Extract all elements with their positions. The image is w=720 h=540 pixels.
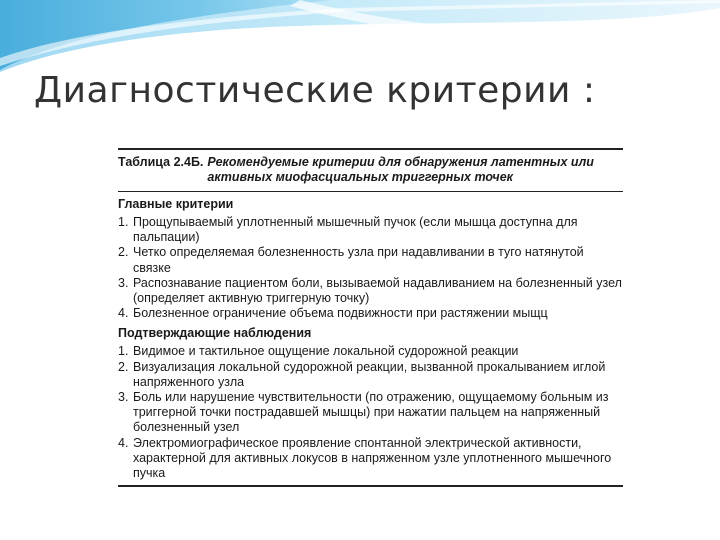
- list-item-number: 1.: [118, 215, 129, 229]
- list-item-number: 2.: [118, 359, 129, 374]
- list-item: [118, 215, 623, 245]
- list-item-number: 3.: [118, 275, 129, 290]
- list-item-number: 4.: [118, 435, 129, 450]
- section-heading-supporting: Подтверждающие наблюдения: [118, 326, 312, 341]
- list-item-text: Видимое и тактильное ощущение локальной судорожной реакции: [133, 344, 519, 359]
- section-heading-main: Главные критерии: [118, 197, 234, 211]
- list-item-text: Распознавание пациентом боли, вызываемой надавливанием на болезненный узел (определяет активную триггерную точку): [133, 275, 622, 306]
- list-item-text: Электромиографическое проявление спонтанной электрической активности, характерной для активных локусов в напряженном узле уплотненного мышечного пучка: [133, 435, 612, 481]
- list-item-text: Боль или нарушение чувствительности (по отражению, ощущаемому больным из триггерной точки пострадавшей мышцы) при нажатии пальцем на напряженный болезненный узел: [133, 390, 609, 435]
- slide-title: Диагностические критерии :: [34, 70, 596, 111]
- list-item-number: 3.: [118, 390, 129, 405]
- table-bottom-rule: [118, 485, 623, 487]
- list-item: [118, 344, 623, 359]
- list-item-text: Визуализация локальной судорожной реакции, вызванной прокалыванием иглой напряженного узла: [133, 359, 606, 389]
- list-item-number: 4.: [118, 306, 129, 321]
- list-item: [118, 360, 623, 390]
- criteria-table: [118, 148, 623, 487]
- table-caption-text: Рекомендуемые критерии для обнаружения латентных или активных миофасциальных триггерных точек: [207, 155, 594, 184]
- supporting-observations-list: [118, 344, 623, 481]
- list-item: [118, 306, 623, 321]
- list-item-text: Болезненное ограничение объема подвижности при растяжении мыщц: [133, 306, 548, 321]
- list-item: [118, 436, 623, 482]
- list-item-number: 1.: [118, 344, 129, 359]
- header-swoosh-decoration: [0, 0, 720, 80]
- list-item: [118, 276, 623, 306]
- table-caption: [118, 150, 623, 191]
- list-item-number: 2.: [118, 245, 129, 260]
- list-item: [118, 245, 623, 275]
- table-caption-rule: [118, 191, 623, 192]
- main-criteria-list: [118, 215, 623, 321]
- list-item-text: Четко определяемая болезненность узла при надавливании в туго натянутой связке: [133, 245, 584, 275]
- list-item: [118, 390, 623, 436]
- list-item-text: Прощупываемый уплотненный мышечный пучок (если мышца доступна для пальпации): [133, 215, 578, 245]
- table-caption-label: Таблица 2.4Б.: [118, 155, 204, 169]
